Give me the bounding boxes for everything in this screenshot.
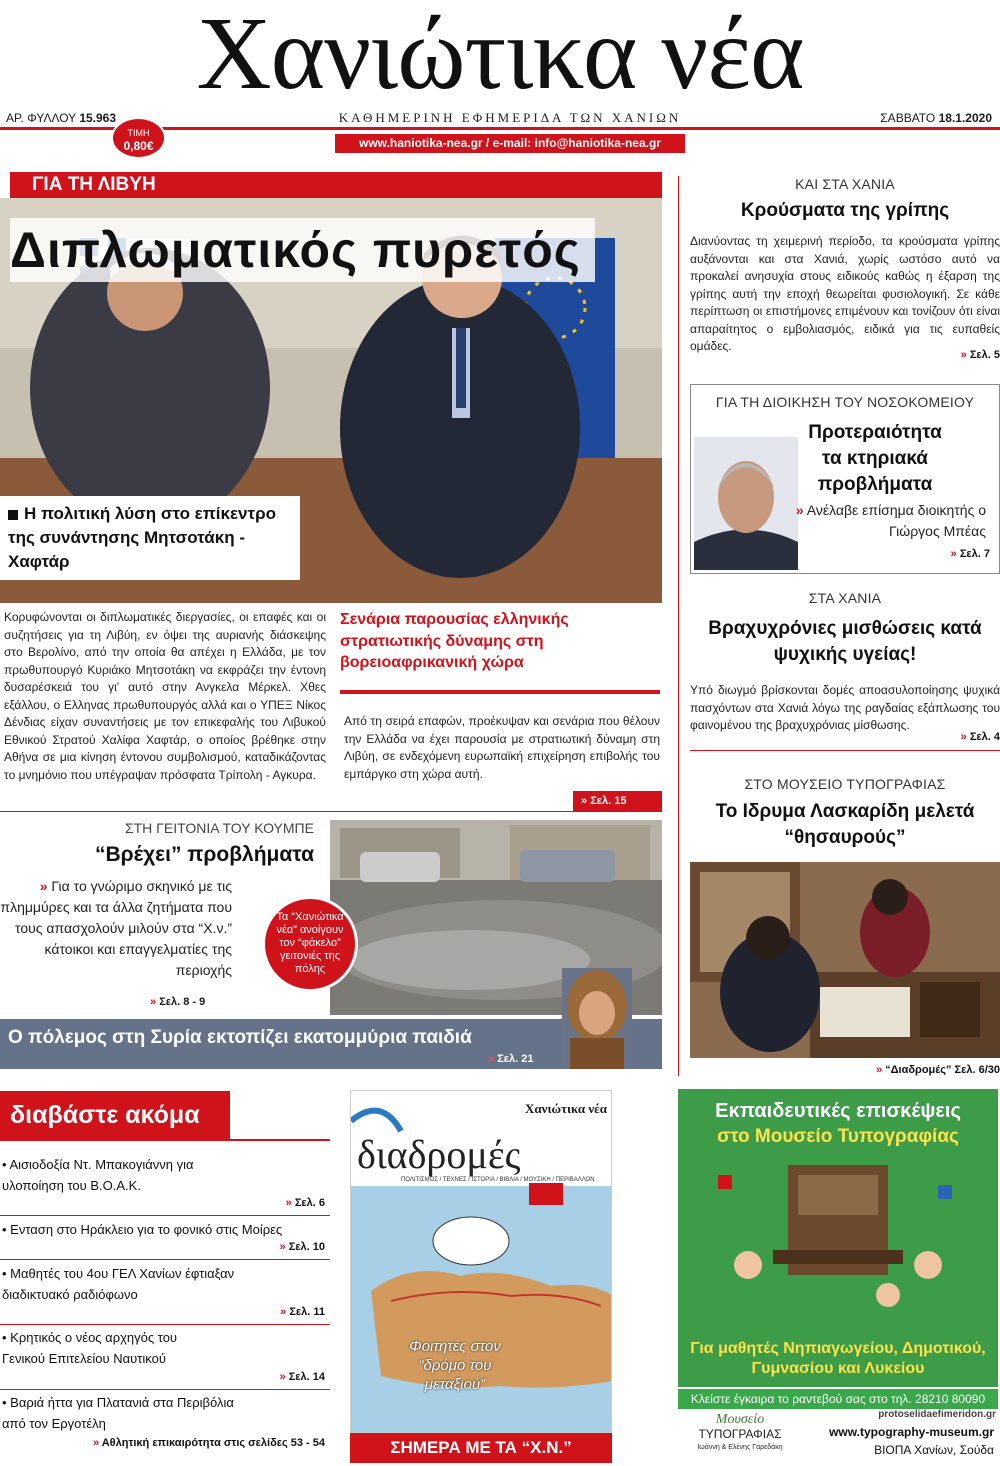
more-stories-header: διαβάστε ακόμα xyxy=(0,1091,230,1139)
more-stories-rule xyxy=(0,1139,330,1141)
lead-headline[interactable]: Διπλωματικός πυρετός xyxy=(10,218,595,282)
mental-page-ref[interactable]: » Σελ. 4 xyxy=(960,731,1000,743)
hospital-headline[interactable]: Προτεραιότητα τα κτηριακά προβλήματα xyxy=(808,422,942,495)
ad-logo-sub: Ιωάννη & Ελένης Γαρεδάκη xyxy=(697,1444,783,1451)
contact-bar[interactable]: www.haniotika-nea.gr / e-mail: info@haniotika-nea.gr xyxy=(335,134,685,153)
flu-body: Διανύοντας τη χειμερινή περίοδο, τα κρούσματα γρίπης αυξάνονται και στα Χανιά, χωρίς ωστόσο αυτό να προκαλεί ανησυχία στους ειδικούς καθώς η έξαρση της γρίπης αυτή την εποχή θεωρείται φυσιολογική. Σε κάθε περίπτωση οι επιστήμονες επιμένουν και τονίζουν ότι είναι απαραίτητος ο εμβολιασμός, ειδικά για τις ευπαθείς ομάδες. xyxy=(690,234,1000,353)
museum-kicker: ΣΤΟ ΜΟΥΣΕΙΟ ΤΥΠΟΓΡΑΦΙΑΣ xyxy=(744,776,946,792)
more-item-2[interactable]: • Ενταση στο Ηράκλειο για το φονικό στις Μοίρες xyxy=(2,1222,283,1237)
koumbe-headline[interactable]: “Βρέχει” προβλήματα xyxy=(0,843,314,867)
more-item-1-ref[interactable]: » Σελ. 6 xyxy=(285,1197,325,1209)
hospital-page-ref[interactable]: » Σελ. 7 xyxy=(950,548,990,560)
column-divider xyxy=(678,176,679,1076)
hospital-portrait xyxy=(694,437,798,570)
syria-headline: Ο πόλεμος στη Συρία εκτοπίζει εκατομμύρια παιδιά xyxy=(8,1027,472,1048)
ad-website[interactable]: www.typography-museum.gr xyxy=(829,1425,994,1439)
lead-sub-body: Από τη σειρά επαφών, προέκυψαν και σενάρια που θέλουν την Ελλάδα να έχει παρουσία με στρατιωτική δύναμη στη Λιβύη, σε ενδεχόμενη ευρωπαϊκή επιχείρηση επιβολής του εμπάργκο στη χώρα αυτή. xyxy=(344,714,660,781)
hospital-body: » Ανέλαβε επίσημα διοικητής ο Γιώργος Μπέας xyxy=(795,502,986,539)
syria-page-ref[interactable]: » Σελ. 21 xyxy=(488,1053,534,1065)
price-badge: ΤΙΜΗ 0,80€ xyxy=(111,117,166,159)
divider xyxy=(0,1215,330,1216)
insert-subtitle: ΠΟΛΙΤΙΣΜΟΣ / ΤΕΧΝΕΣ / ΙΣΤΟΡΙΑ / ΒΙΒΛΙΑ / ΜΟΥΣΙΚΗ / ΠΕΡΙΒΑΛΛΟΝ xyxy=(401,1177,595,1183)
ad-address: ΒΙΟΠΑ Χανίων, Σούδα xyxy=(874,1443,994,1457)
ad-title-1: Εκπαιδευτικές επισκέψεις xyxy=(715,1100,961,1122)
ad-logo-mark: Μουσείο xyxy=(715,1412,765,1427)
mental-kicker: ΣΤΑ ΧΑΝΙΑ xyxy=(808,590,882,606)
divider xyxy=(0,811,662,812)
insert-brand: Χανιώτικα νέα xyxy=(525,1101,607,1116)
koumbe-page-ref[interactable]: » Σελ. 8 - 9 xyxy=(150,996,206,1008)
subheadline-rule xyxy=(340,690,660,694)
chevron-right-icon: » xyxy=(39,878,48,894)
lead-subheadline[interactable]: Σενάρια παρουσίας ελληνικής στρατιωτικής δύναμης στη βορειοαφρικανική χώρα xyxy=(340,611,569,671)
museum-photo[interactable] xyxy=(690,862,1000,1058)
insert-banner[interactable]: ΣΗΜΕΡΑ ΜΕ ΤΑ “Χ.Ν.” xyxy=(350,1433,612,1463)
issue-date: ΣΑΒΒΑΤΟ 18.1.2020 xyxy=(880,111,992,125)
flu-page-ref[interactable]: » Σελ. 5 xyxy=(960,349,1000,361)
lead-page-ref[interactable]: » Σελ. 15 xyxy=(573,791,662,811)
ad-watermark: protoselidaefimeridon.gr xyxy=(878,1409,996,1420)
more-item-3-ref[interactable]: » Σελ. 11 xyxy=(280,1306,325,1318)
ad-logo-text: ΤΥΠΟΓΡΑΦΙΑΣ xyxy=(698,1427,782,1441)
more-item-4-ref[interactable]: » Σελ. 14 xyxy=(279,1371,325,1383)
koumbe-kicker: ΣΤΗ ΓΕΙΤΟΝΙΑ ΤΟΥ ΚΟΥΜΠΕ xyxy=(124,820,314,836)
lead-body: Κορυφώνονται οι διπλωματικές διεργασίες, οι επαφές και οι συζητήσεις για τη Λιβύη, εν όψει της αυριανής διάσκεψης στο Βερολίνο, από την οποία θα απέχει η Ελλάδα, με τον πρωθυπουργό Κυριάκο Μητσοτάκη να εκφράζει την έντονη δυσαρέσκειά του γι' αυτό στην Ανγκελα Μέρκελ. Χθες εξάλλου, ο Ελληνας πρωθυπουργός αλλά και ο ΥΠΕΞ Νίκος Δένδιας είχαν συναντήσεις με τον επικεφαλής του Λιβυκού Εθνικού Στρατού Χαλίφα Χαφτάρ, ο οποίος βρέθηκε στην Αθήνα σε μια κίνηση έντονου συμβολισμού, καταδικάζοντας το μνημόνιο που υπέγραψαν πρόσφατα Τρίπολη - Αγκυρα. xyxy=(4,610,326,782)
mental-body: Υπό διωγμό βρίσκονται δομές αποασυλοποίησης ψυχικά πασχόντων στα Χανιά λόγω της ραγδαίας εξάπλωσης του φαινομένου της βραχυχρόνιας μίσθωσης. xyxy=(690,683,1000,732)
flu-kicker: ΚΑΙ ΣΤΑ ΧΑΝΙΑ xyxy=(795,176,895,192)
ad-title-2: στο Μουσείο Τυπογραφίας xyxy=(717,1126,959,1147)
newspaper-title: Χανιώτικα νέα xyxy=(196,0,804,111)
museum-ad[interactable] xyxy=(678,1089,998,1463)
koumbe-badge: Τα “Χανιώτικα νέα” ανοίγουν τον “φάκελο” γειτονιές της πόλης xyxy=(262,896,358,992)
museum-headline[interactable]: Το Ιδρυμα Λασκαρίδη μελετά “θησαυρούς” xyxy=(715,801,975,848)
lead-photo-caption: Η πολιτική λύση στο επίκεντρο της συνάντησης Μητσοτάκη - Χαφτάρ xyxy=(0,496,300,580)
ad-audience: Για μαθητές Νηπιαγωγείου, Δημοτικού, Γυμνασίου και Λυκείου xyxy=(690,1340,986,1377)
koumbe-body: » Για το γνώριμο σκηνικό με τις πλημμύρες και τα άλλα ζητήματα που τους απασχολούν μιλούν στα “Χ.ν.” κάτοικοι και επαγγελματίες της περιοχής xyxy=(0,878,232,978)
divider xyxy=(0,1389,330,1390)
more-item-4[interactable]: • Κρητικός ο νέος αρχηγός του Γενικού Επιτελείου Ναυτικού xyxy=(2,1330,178,1366)
flu-headline[interactable]: Κρούσματα της γρίπης xyxy=(740,200,950,221)
mental-headline[interactable]: Βραχυχρόνιες μισθώσεις κατά ψυχικής υγείας! xyxy=(708,618,982,665)
hospital-kicker: ΓΙΑ ΤΗ ΔΙΟΙΚΗΣΗ ΤΟΥ ΝΟΣΟΚΟΜΕΙΟΥ xyxy=(715,394,975,410)
divider xyxy=(0,1324,330,1325)
museum-page-ref[interactable]: » “Διαδρομές” Σελ. 6/30 xyxy=(875,1064,1000,1076)
insert-cover-text: Φοιτητές στον “δρόμο του μεταξιού” xyxy=(409,1338,501,1393)
tagline: ΚΑΘΗΜΕΡΙΝΗ ΕΦΗΜΕΡΙΔΑ ΤΩΝ ΧΑΝΙΩΝ xyxy=(338,110,682,125)
more-item-3[interactable]: • Μαθητές του 4ου ΓΕΛ Χανίων έφτιαξαν διαδικτυακό ραδιόφωνο xyxy=(2,1266,235,1302)
insert-title: διαδρομές xyxy=(357,1132,521,1177)
lead-kicker: ΓΙΑ ΤΗ ΛΙΒΥΗ xyxy=(10,172,662,198)
more-item-5[interactable]: • Βαριά ήττα για Πλατανιά στα Περιβόλια από τον Εργοτέλη xyxy=(2,1395,234,1431)
more-item-5-ref[interactable]: » Αθλητική επικαιρότητα στις σελίδες 53 - 54 xyxy=(92,1437,325,1449)
ad-phone[interactable]: Κλείστε έγκαιρα το ραντεβού σας στο τηλ. 28210 80090 xyxy=(678,1389,998,1409)
divider xyxy=(0,1259,330,1260)
divider xyxy=(690,750,1000,751)
syria-child-photo xyxy=(562,968,632,1069)
insert-cover[interactable] xyxy=(350,1090,612,1433)
bullet-square-icon xyxy=(8,510,18,520)
more-item-1[interactable]: • Αισιοδοξία Ντ. Μπακογιάννη για υλοποίηση του Β.Ο.Α.Κ. xyxy=(2,1157,194,1193)
issue-number: ΑΡ. ΦΥΛΛΟΥ 15.963 xyxy=(6,111,117,125)
more-item-2-ref[interactable]: » Σελ. 10 xyxy=(279,1241,325,1253)
ad-logo xyxy=(682,1413,798,1455)
